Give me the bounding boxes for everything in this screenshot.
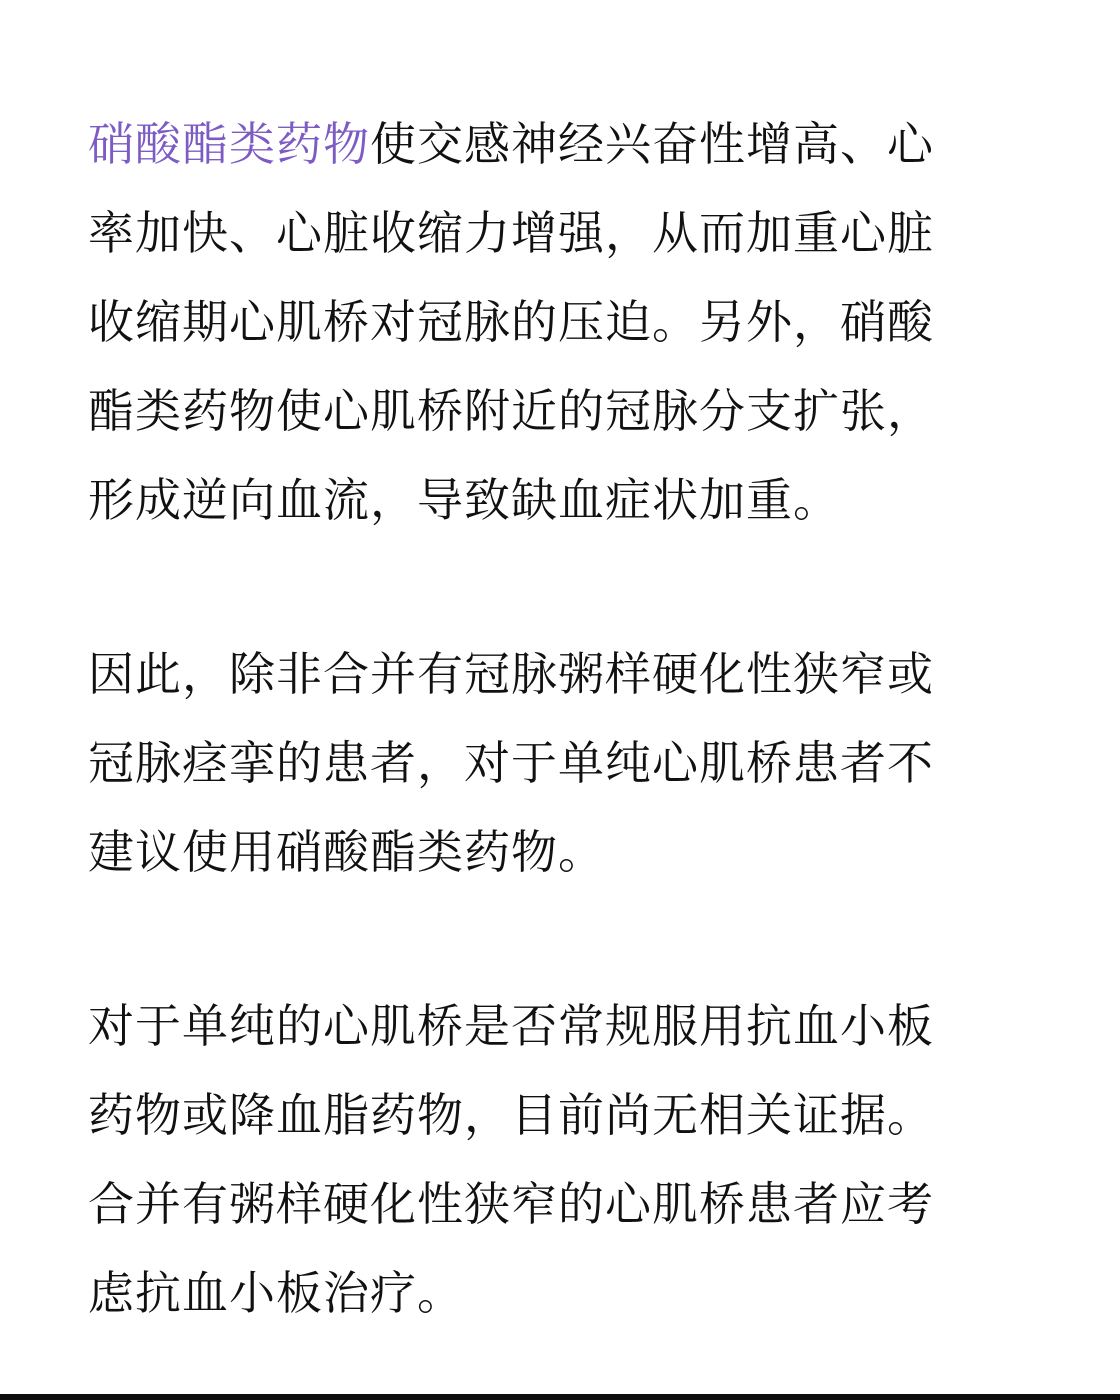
bottom-edge-bar [0, 1394, 1120, 1400]
text-line: 率加快、心脏收缩力增强，从而加重心脏 [88, 206, 934, 260]
paragraph-1 [88, 100, 1048, 545]
text-line: 冠脉痉挛的患者，对于单纯心肌桥患者不 [88, 736, 934, 790]
text-line [88, 100, 1048, 189]
paragraph-2 [88, 630, 1048, 897]
text-line: 建议使用硝酸酯类药物。 [88, 825, 605, 879]
text-line: 虑抗血小板治疗。 [88, 1266, 464, 1320]
paragraph-3 [88, 982, 1048, 1338]
text-line: 酯类药物使心肌桥附近的冠脉分支扩张， [88, 384, 934, 438]
text-line: 合并有粥样硬化性狭窄的心肌桥患者应考 [88, 1177, 934, 1231]
text-line: 形成逆向血流，导致缺血症状加重。 [88, 473, 840, 527]
text-line: 收缩期心肌桥对冠脉的压迫。另外，硝酸 [88, 295, 934, 349]
article-body [88, 100, 1048, 1338]
text-line: 对于单纯的心肌桥是否常规服用抗血小板 [88, 999, 934, 1053]
text-line: 因此，除非合并有冠脉粥样硬化性狭窄或 [88, 647, 934, 701]
text-line: 药物或降血脂药物，目前尚无相关证据。 [88, 1088, 934, 1142]
highlighted-term: 硝酸酯类药物 [88, 117, 370, 171]
line-text: 使交感神经兴奋性增高、心 [370, 117, 934, 171]
